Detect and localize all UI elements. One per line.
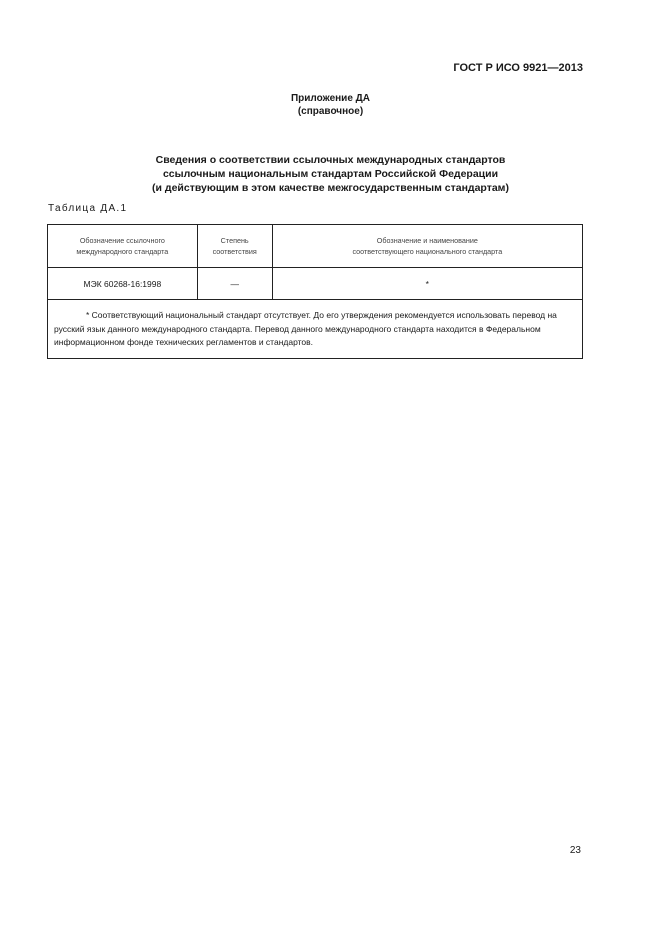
annex-block [0,92,661,118]
header-cell-national [272,225,582,268]
table-header-row [48,225,583,268]
page-number: 23 [569,845,581,856]
annex-subtitle: (справочное) [297,106,364,117]
header-text: Обозначение и наименование [376,236,478,245]
reference-table [47,224,583,359]
header-cell-designation [48,225,198,268]
annex-title: Приложение ДА [290,93,371,104]
heading-line-1: Сведения о соответствии ссылочных международных стандартов [155,154,506,166]
heading-line-2: ссылочным национальным стандартам Российской Федерации [162,168,499,180]
cell-degree: — [197,268,272,300]
document-code: ГОСТ Р ИСО 9921—2013 [453,62,583,74]
header-text: Степень [220,236,249,245]
header-text: соответствующего национального стандарта [352,247,503,256]
table-note-row [48,300,583,359]
cell-national: * [272,268,582,300]
header-text: соответствия [212,247,257,256]
table-caption: Таблица ДА.1 [48,203,128,214]
table-row [48,268,583,300]
section-heading [60,153,601,195]
header-text: международного стандарта [76,247,169,256]
cell-designation: МЭК 60268-16:1998 [48,268,198,300]
table-note-text: * Соответствующий национальный стандарт отсутствует. До его утверждения рекомендуется использовать перевод на русский язык данного международного стандарта. Перевод данного международного стандарта находится в Федеральном информационном фонде технических регламентов и стандартов. [54,310,557,347]
table-note [48,300,583,359]
header-cell-degree [197,225,272,268]
heading-line-3: (и действующим в этом качестве межгосударственным стандартам) [152,182,509,194]
header-text: Обозначение ссылочного [79,236,165,245]
